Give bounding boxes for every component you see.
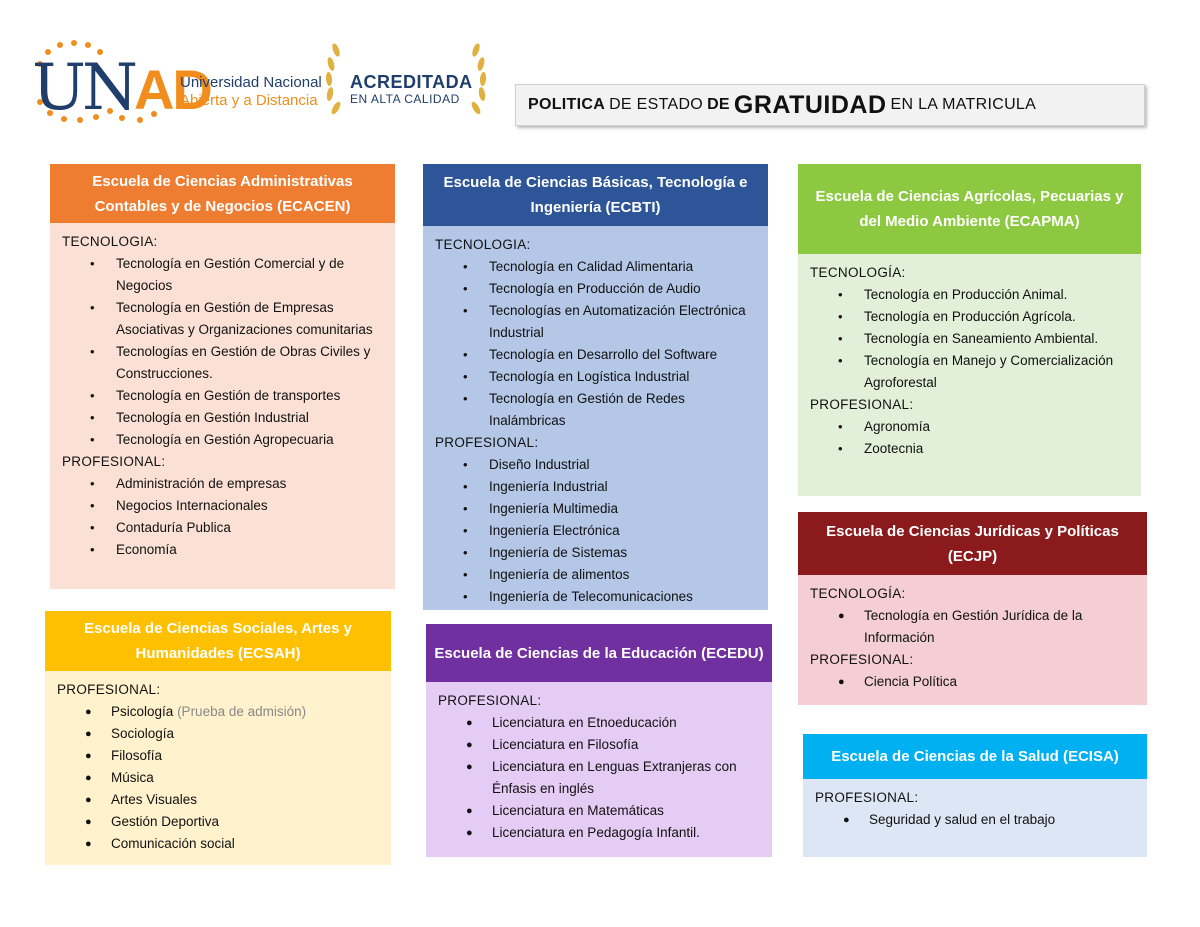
list-item: • Tecnología en Gestión de Redes Inalámbricas [435, 388, 756, 432]
unad-logo [30, 38, 500, 128]
program-list [810, 605, 1135, 649]
section-label: TECNOLOGIA: [435, 237, 531, 252]
school-title: Escuela de Ciencias Jurídicas y Políticas (ECJP) [798, 512, 1147, 575]
section-label: PROFESIONAL: [435, 435, 539, 450]
school-ecedu [426, 624, 772, 857]
list-item: • Tecnología en Desarrollo del Software [435, 344, 756, 366]
school-programs [798, 575, 1147, 705]
school-ecapma [798, 164, 1141, 496]
program-list [435, 256, 756, 432]
logo-wordmark: UNAD [32, 51, 211, 125]
list-item: ● Sociología [57, 723, 379, 745]
section-label: PROFESIONAL: [815, 790, 919, 805]
school-ecbti [423, 164, 768, 610]
section-label: PROFESIONAL: [810, 652, 914, 667]
list-item: • Zootecnia [810, 438, 1129, 460]
list-item: ● Música [57, 767, 379, 789]
list-item: • Tecnologías en Automatización Electrónica Industrial [435, 300, 756, 344]
school-programs [423, 226, 768, 610]
admission-note: (Prueba de admisión) [177, 704, 307, 719]
list-item: ● Artes Visuales [57, 789, 379, 811]
section-label: PROFESIONAL: [810, 397, 914, 412]
section-label: TECNOLOGÍA: [810, 265, 906, 280]
school-title: Escuela de Ciencias Agrícolas, Pecuarias y del Medio Ambiente (ECAPMA) [798, 164, 1141, 254]
list-item: • Tecnología en Gestión de Empresas Asociativas y Organizaciones comunitarias [62, 297, 383, 341]
school-title: Escuela de Ciencias de la Educación (ECEDU) [426, 624, 772, 682]
program-list [810, 284, 1129, 394]
list-item: ● Gestión Deportiva [57, 811, 379, 833]
list-item: • Ingeniería de alimentos [435, 564, 756, 586]
list-item: • Ingeniería de Sistemas [435, 542, 756, 564]
list-item: • Tecnología en Calidad Alimentaria [435, 256, 756, 278]
list-item: • Administración de empresas [62, 473, 383, 495]
school-ecacen [50, 164, 395, 589]
list-item: • Ingeniería Multimedia [435, 498, 756, 520]
school-programs [426, 682, 772, 857]
list-item: ● Licenciatura en Pedagogía Infantil. [438, 822, 760, 844]
list-item: ● Tecnología en Gestión Jurídica de la Información [810, 605, 1135, 649]
school-title: Escuela de Ciencias de la Salud (ECISA) [803, 734, 1147, 779]
school-title: Escuela de Ciencias Administrativas Contables y de Negocios (ECACEN) [50, 164, 395, 223]
list-item: ● Ciencia Política [810, 671, 1135, 693]
university-name: Universidad Nacional Abierta y a Distancia [180, 74, 322, 109]
section-label: TECNOLOGIA: [62, 234, 158, 249]
school-programs [50, 223, 395, 589]
section-label: PROFESIONAL: [438, 693, 542, 708]
list-item: • Agronomía [810, 416, 1129, 438]
accreditation-badge: ACREDITADA EN ALTA CALIDAD [350, 72, 473, 106]
school-title: Escuela de Ciencias Sociales, Artes y Humanidades (ECSAH) [45, 611, 391, 671]
school-ecjp [798, 512, 1147, 705]
program-list [435, 454, 756, 608]
section-label: PROFESIONAL: [57, 682, 161, 697]
policy-banner: POLITICA DE ESTADO DE GRATUIDAD EN LA MATRICULA [515, 84, 1145, 126]
school-title: Escuela de Ciencias Básicas, Tecnología e Ingeniería (ECBTI) [423, 164, 768, 226]
list-item: ● Licenciatura en Etnoeducación [438, 712, 760, 734]
program-list [810, 671, 1135, 693]
program-list [62, 253, 383, 451]
program-list [810, 416, 1129, 460]
list-item: • Contaduría Publica [62, 517, 383, 539]
program-list [62, 473, 383, 561]
list-item: ● Seguridad y salud en el trabajo [815, 809, 1135, 831]
list-item: • Ingeniería Industrial [435, 476, 756, 498]
section-label: PROFESIONAL: [62, 454, 166, 469]
school-programs [803, 779, 1147, 857]
program-name: Psicología [111, 704, 174, 719]
list-item: ● Filosofía [57, 745, 379, 767]
list-item: ● Licenciatura en Lenguas Extranjeras con Énfasis en inglés [438, 756, 760, 800]
list-item: • Tecnología en Producción Agrícola. [810, 306, 1129, 328]
list-item: • Tecnología en Gestión Industrial [62, 407, 383, 429]
section-label: TECNOLOGÍA: [810, 586, 906, 601]
list-item: • Tecnología en Gestión Comercial y de Negocios [62, 253, 383, 297]
list-item: ● Licenciatura en Filosofía [438, 734, 760, 756]
school-programs [45, 671, 391, 865]
list-item: • Tecnología en Saneamiento Ambiental. [810, 328, 1129, 350]
list-item: • Tecnología en Gestión de transportes [62, 385, 383, 407]
list-item: • Ingeniería de Telecomunicaciones [435, 586, 756, 608]
school-ecisa [803, 734, 1147, 857]
list-item: ● Comunicación social [57, 833, 379, 855]
school-programs [798, 254, 1141, 496]
list-item: • Economía [62, 539, 383, 561]
program-list [57, 701, 379, 855]
program-list [438, 712, 760, 844]
list-item: ● Licenciatura en Matemáticas [438, 800, 760, 822]
list-item: • Tecnología en Gestión Agropecuaria [62, 429, 383, 451]
list-item: • Tecnología en Producción Animal. [810, 284, 1129, 306]
list-item: • Ingeniería Electrónica [435, 520, 756, 542]
list-item [57, 701, 379, 723]
list-item: • Tecnologías en Gestión de Obras Civiles y Construcciones. [62, 341, 383, 385]
list-item: • Diseño Industrial [435, 454, 756, 476]
program-list [815, 809, 1135, 831]
list-item: • Negocios Internacionales [62, 495, 383, 517]
school-ecsah [45, 611, 391, 865]
list-item: • Tecnología en Manejo y Comercialización Agroforestal [810, 350, 1129, 394]
list-item: • Tecnología en Logística Industrial [435, 366, 756, 388]
list-item: • Tecnología en Producción de Audio [435, 278, 756, 300]
